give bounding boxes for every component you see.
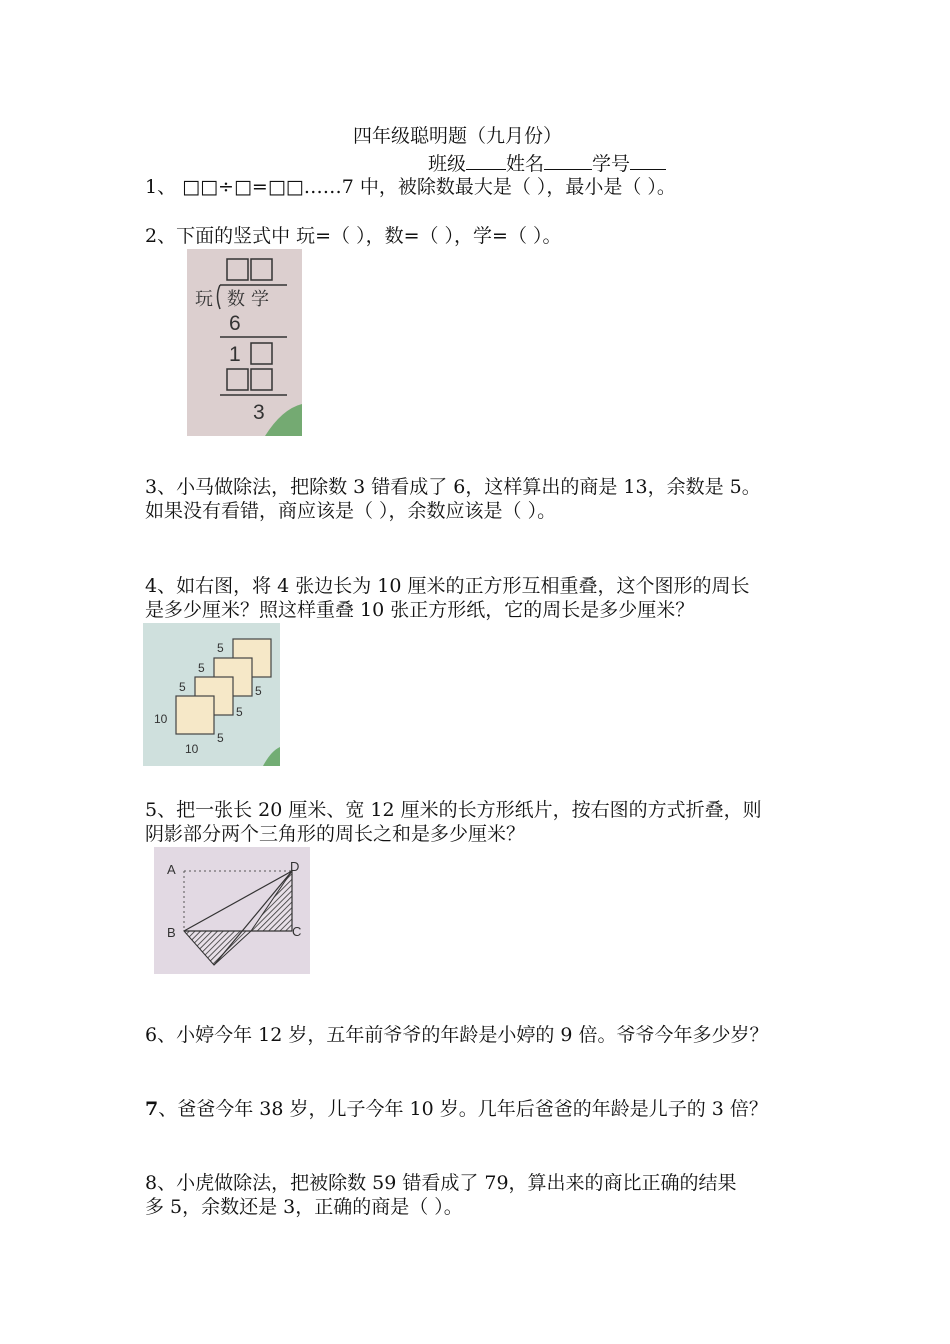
digit-3: 3: [253, 401, 265, 424]
long-division-figure: [187, 249, 302, 436]
question-3-line-2: 如果没有看错，商应该是（ ），余数应该是（ ）。: [145, 500, 557, 522]
question-8-line-2: 多 5，余数还是 3，正确的商是（ ）。: [145, 1196, 463, 1218]
label-10-left: 10: [154, 712, 168, 726]
label-5-e: 5: [236, 705, 243, 719]
vertex-d: D: [290, 859, 300, 874]
digit-6: 6: [229, 312, 241, 335]
student-info-line: [428, 149, 666, 176]
name-blank: [544, 149, 592, 170]
class-label: 班级: [428, 153, 467, 175]
dividend-char-1: 数: [227, 289, 245, 309]
dividend-char-2: 学: [251, 289, 269, 309]
vertex-a: A: [167, 862, 176, 877]
question-2: 2、下面的竖式中 玩=（ ），数=（ ），学=（ ）。: [145, 225, 562, 247]
question-8-line-1: 8、小虎做除法，把被除数 59 错看成了 79，算出来的商比正确的结果: [145, 1172, 737, 1194]
page-title: 四年级聪明题（九月份）: [353, 125, 563, 147]
vertex-c: C: [292, 924, 302, 939]
label-5-c: 5: [179, 680, 186, 694]
id-label: 学号: [592, 153, 631, 175]
divisor-char: 玩: [195, 289, 213, 309]
label-5-b: 5: [198, 661, 205, 675]
question-5-line-1: 5、把一张长 20 厘米、宽 12 厘米的长方形纸片，按右图的方式折叠，则: [145, 799, 762, 821]
name-label: 姓名: [506, 153, 545, 175]
overlapping-squares-figure: [143, 623, 280, 766]
question-7: [145, 1097, 768, 1121]
question-5-line-2: 阴影部分两个三角形的周长之和是多少厘米？: [145, 823, 526, 845]
vertex-b: B: [167, 925, 176, 940]
label-5-f: 5: [255, 684, 262, 698]
digit-1: 1: [229, 343, 241, 366]
question-4-line-2: 是多少厘米？照这样重叠 10 张正方形纸，它的周长是多少厘米？: [145, 599, 695, 621]
question-7-number: 7: [145, 1098, 159, 1120]
question-7-text: 、爸爸今年 38 岁，儿子今年 10 岁。几年后爸爸的年龄是儿子的 3 倍？: [158, 1098, 768, 1120]
class-blank: [466, 149, 506, 170]
question-1: 1、 □□÷□=□□……7 中，被除数最大是（ ），最小是（ ）。: [145, 176, 676, 198]
folded-rectangle-figure: [154, 847, 310, 974]
label-5-d: 5: [217, 731, 224, 745]
question-6: 6、小婷今年 12 岁，五年前爷爷的年龄是小婷的 9 倍。爷爷今年多少岁？: [145, 1024, 769, 1046]
question-3-line-1: 3、小马做除法，把除数 3 错看成了 6，这样算出的商是 13，余数是 5。: [145, 476, 761, 498]
label-5-a: 5: [217, 641, 224, 655]
question-4-line-1: 4、如右图，将 4 张边长为 10 厘米的正方形互相重叠，这个图形的周长: [145, 575, 750, 597]
id-blank: [630, 149, 666, 170]
label-10-bottom: 10: [185, 742, 199, 756]
